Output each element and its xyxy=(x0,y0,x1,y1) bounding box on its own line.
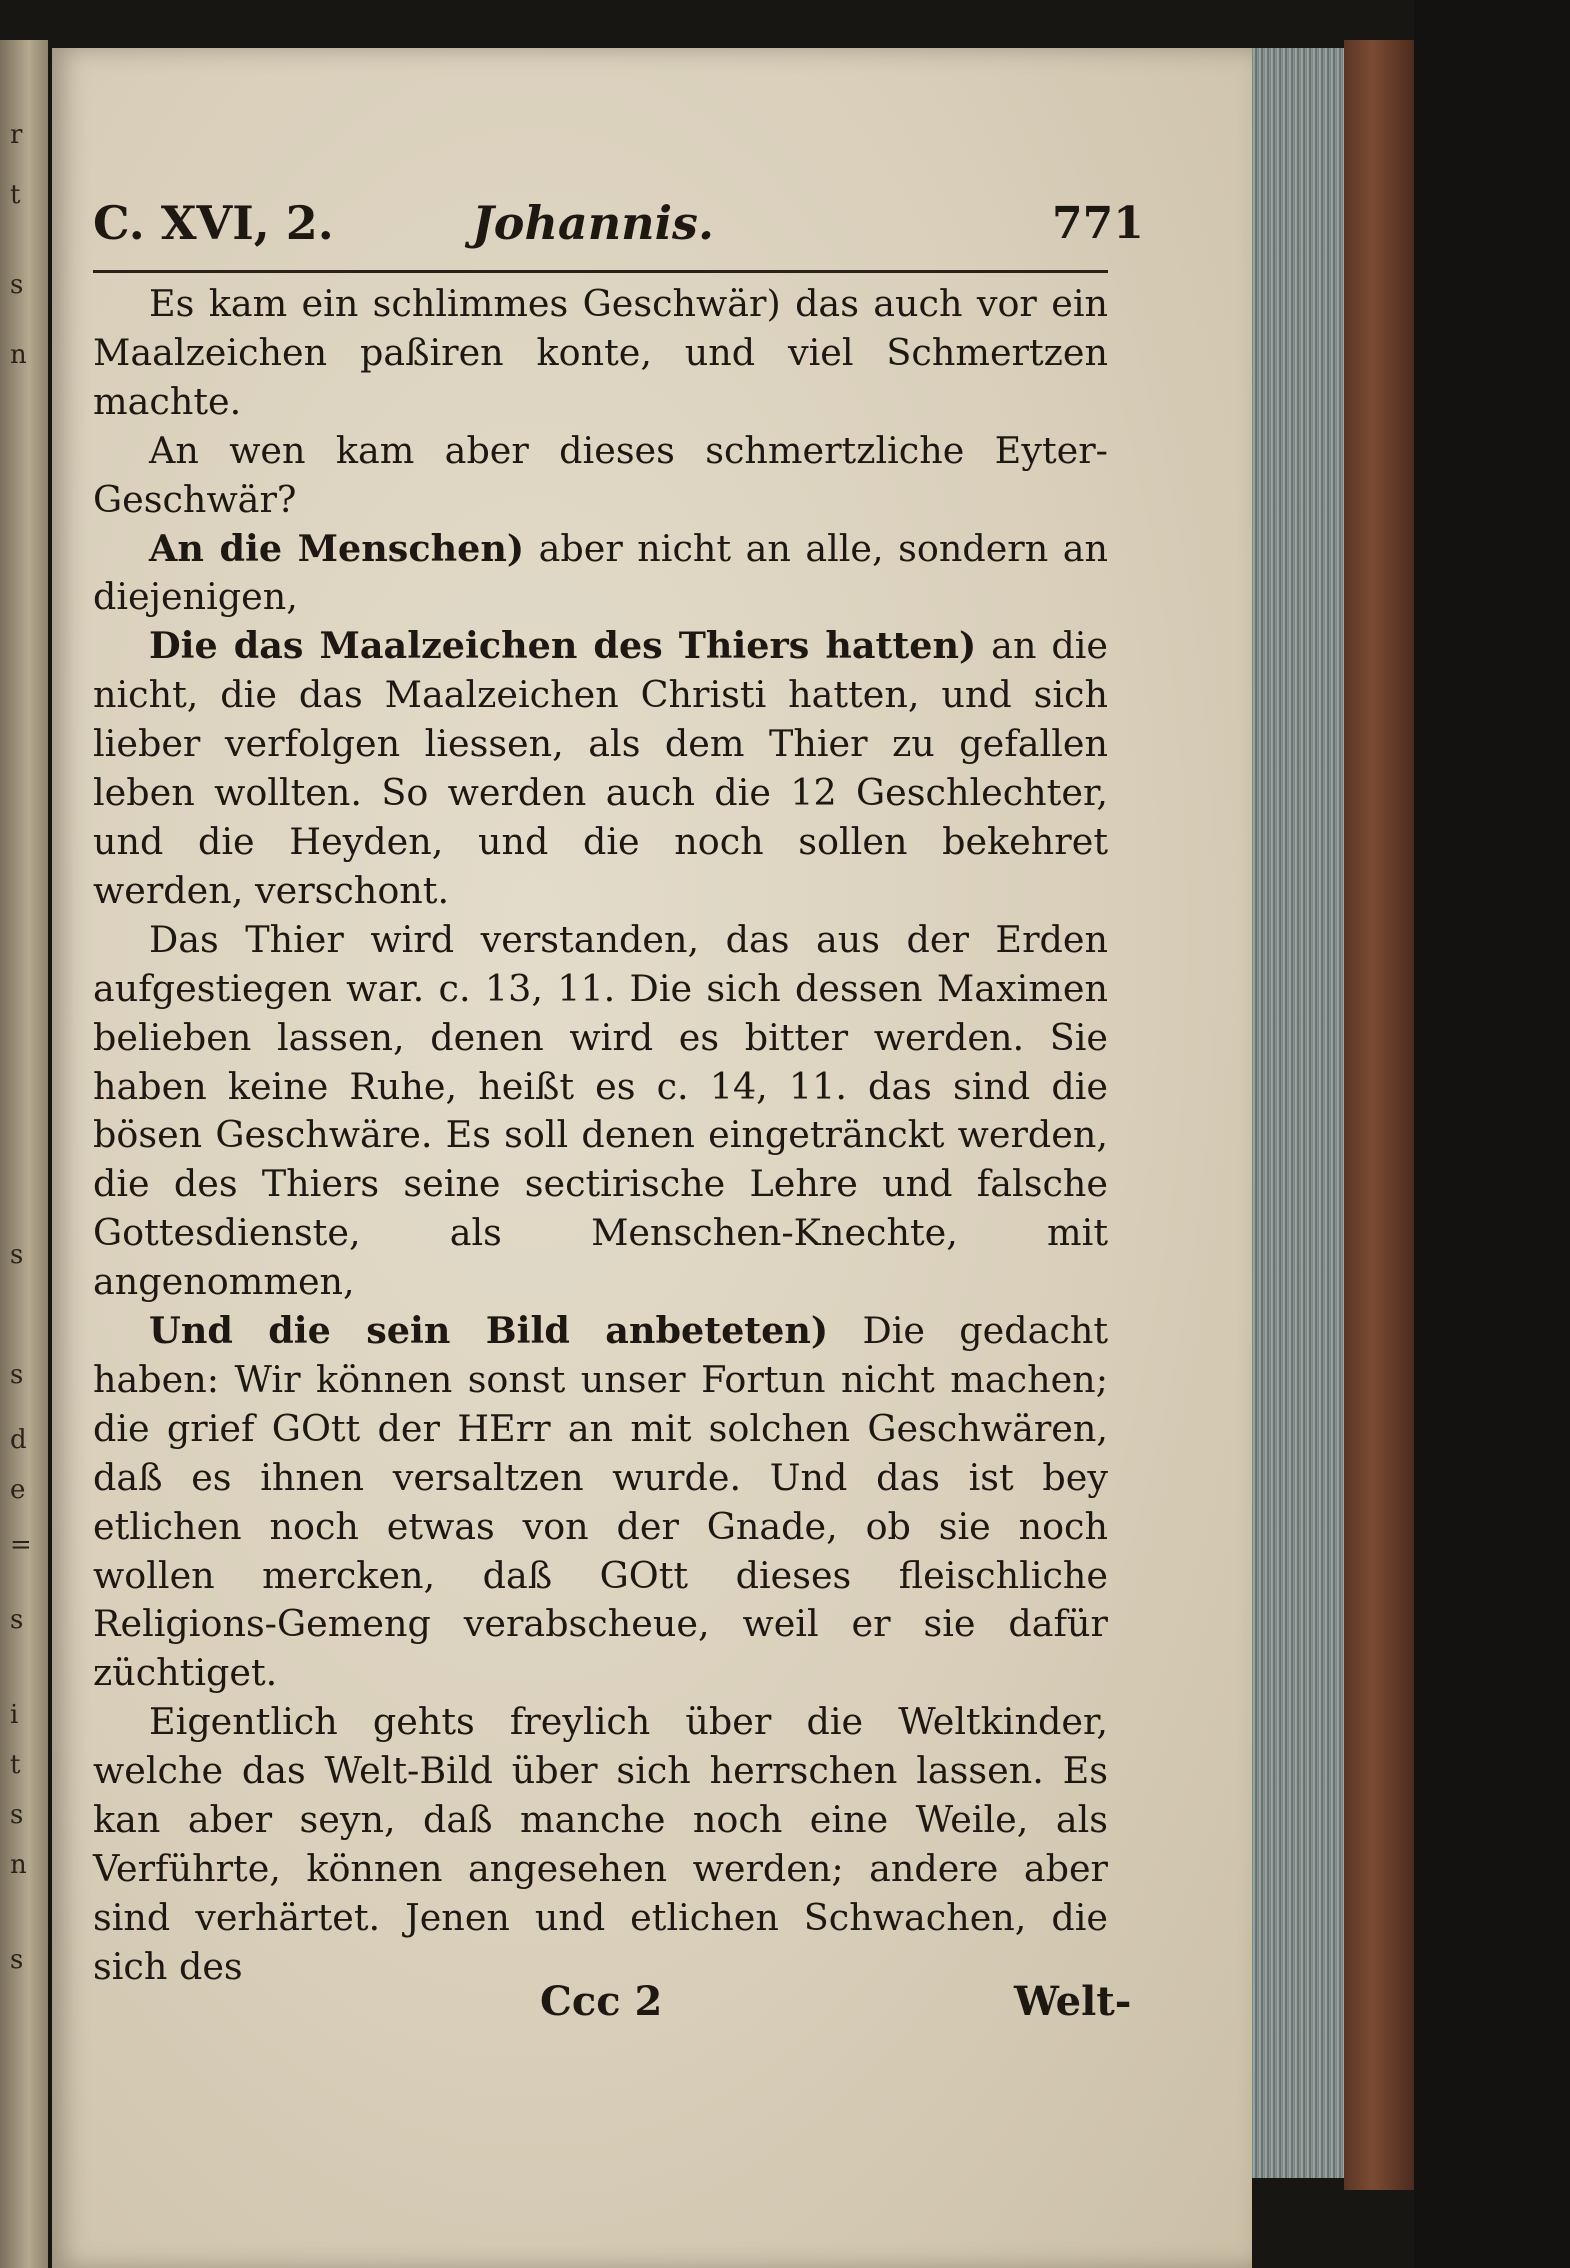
edge-letter: i xyxy=(10,1700,19,1730)
paragraph xyxy=(93,1307,1108,1698)
book-cover xyxy=(1344,40,1414,2190)
chapter-reference: C. XVI, 2. xyxy=(93,196,334,250)
paragraph xyxy=(93,622,1108,915)
commentary: aber nicht an alle, sondern an diejenigen, xyxy=(93,526,1108,619)
edge-letter: t xyxy=(10,180,21,210)
edge-letter: e xyxy=(10,1475,26,1505)
edge-letter: = xyxy=(10,1530,32,1560)
header-rule xyxy=(93,270,1108,273)
edge-letter: s xyxy=(10,1945,24,1975)
edge-letter: r xyxy=(10,120,23,150)
edge-letter: s xyxy=(10,1240,24,1270)
commentary: Die gedacht haben: Wir können sonst unser Fortun nicht machen; die grief GOtt der HErr an mit solchen Geschwären, daß es ihnen versaltzen wurde. Und das ist bey etlichen noch etwas von der Gnade, ob sie noch wollen mercken, daß GOtt dieses fleischliche Religions-Gemeng verabscheue, weil er sie dafür züchtiget. xyxy=(93,1309,1108,1695)
page-number: 771 xyxy=(1052,198,1144,249)
signature-mark: Ccc 2 xyxy=(540,1978,663,2025)
body-text xyxy=(93,280,1108,1992)
paragraph: Es kam ein schlimmes Geschwär) das auch vor ein Maalzeichen paßiren konte, und viel Schmertzen machte. xyxy=(93,282,1108,423)
paragraph: Das Thier wird verstanden, das aus der Erden aufgestiegen war. c. 13, 11. Die sich dessen Maximen belieben lassen, denen wird es bitter werden. Sie haben keine Ruhe, heißt es c. 14, 11. das sind die bösen Geschwäre. Es soll denen eingetränckt werden, die des Thiers seine sectirische Lehre und falsche Gottesdienste, als Menschen-Knechte, mit angenommen, xyxy=(93,917,1108,1304)
edge-letter: n xyxy=(10,340,27,370)
paragraph xyxy=(93,525,1108,623)
edge-letter: s xyxy=(10,270,24,300)
edge-letter: d xyxy=(10,1425,27,1455)
catchword: Welt- xyxy=(1014,1978,1132,2025)
edge-letter: s xyxy=(10,1605,24,1635)
edge-letter: s xyxy=(10,1360,24,1390)
page-footer xyxy=(52,1976,1252,2036)
background-shadow xyxy=(1414,0,1570,2268)
lemma: Die das Maalzeichen des Thiers hatten) xyxy=(149,624,977,668)
edge-letter: n xyxy=(10,1850,27,1880)
book-page xyxy=(52,48,1252,2268)
edge-letter: t xyxy=(10,1750,21,1780)
paragraph: Eigentlich gehts freylich über die Weltkinder, welche das Welt-Bild über sich herrschen lassen. Es kan aber seyn, daß manche noch eine Weile, als Verführte, können angesehen werden; andere aber sind verhärtet. Jenen und etlichen Schwachen, die sich des xyxy=(93,1700,1108,1988)
running-title: Johannis. xyxy=(472,196,714,250)
paragraph: An wen kam aber dieses schmertzliche Eyter-Geschwär? xyxy=(93,428,1108,521)
lemma: Und die sein Bild anbeteten) xyxy=(149,1309,829,1353)
commentary: an die nicht, die das Maalzeichen Christi hatten, und sich lieber verfolgen liessen, als dem Thier zu gefallen leben wollten. So werden auch die 12 Geschlechter, und die Heyden, und die noch sollen bekehret werden, verschont. xyxy=(93,624,1108,912)
running-header xyxy=(52,158,1252,248)
lemma: An die Menschen) xyxy=(149,526,525,570)
page-block-edges xyxy=(1252,48,1344,2178)
facing-page-edge xyxy=(0,40,48,2268)
edge-letter: s xyxy=(10,1800,24,1830)
facing-page-letters xyxy=(4,40,44,2268)
